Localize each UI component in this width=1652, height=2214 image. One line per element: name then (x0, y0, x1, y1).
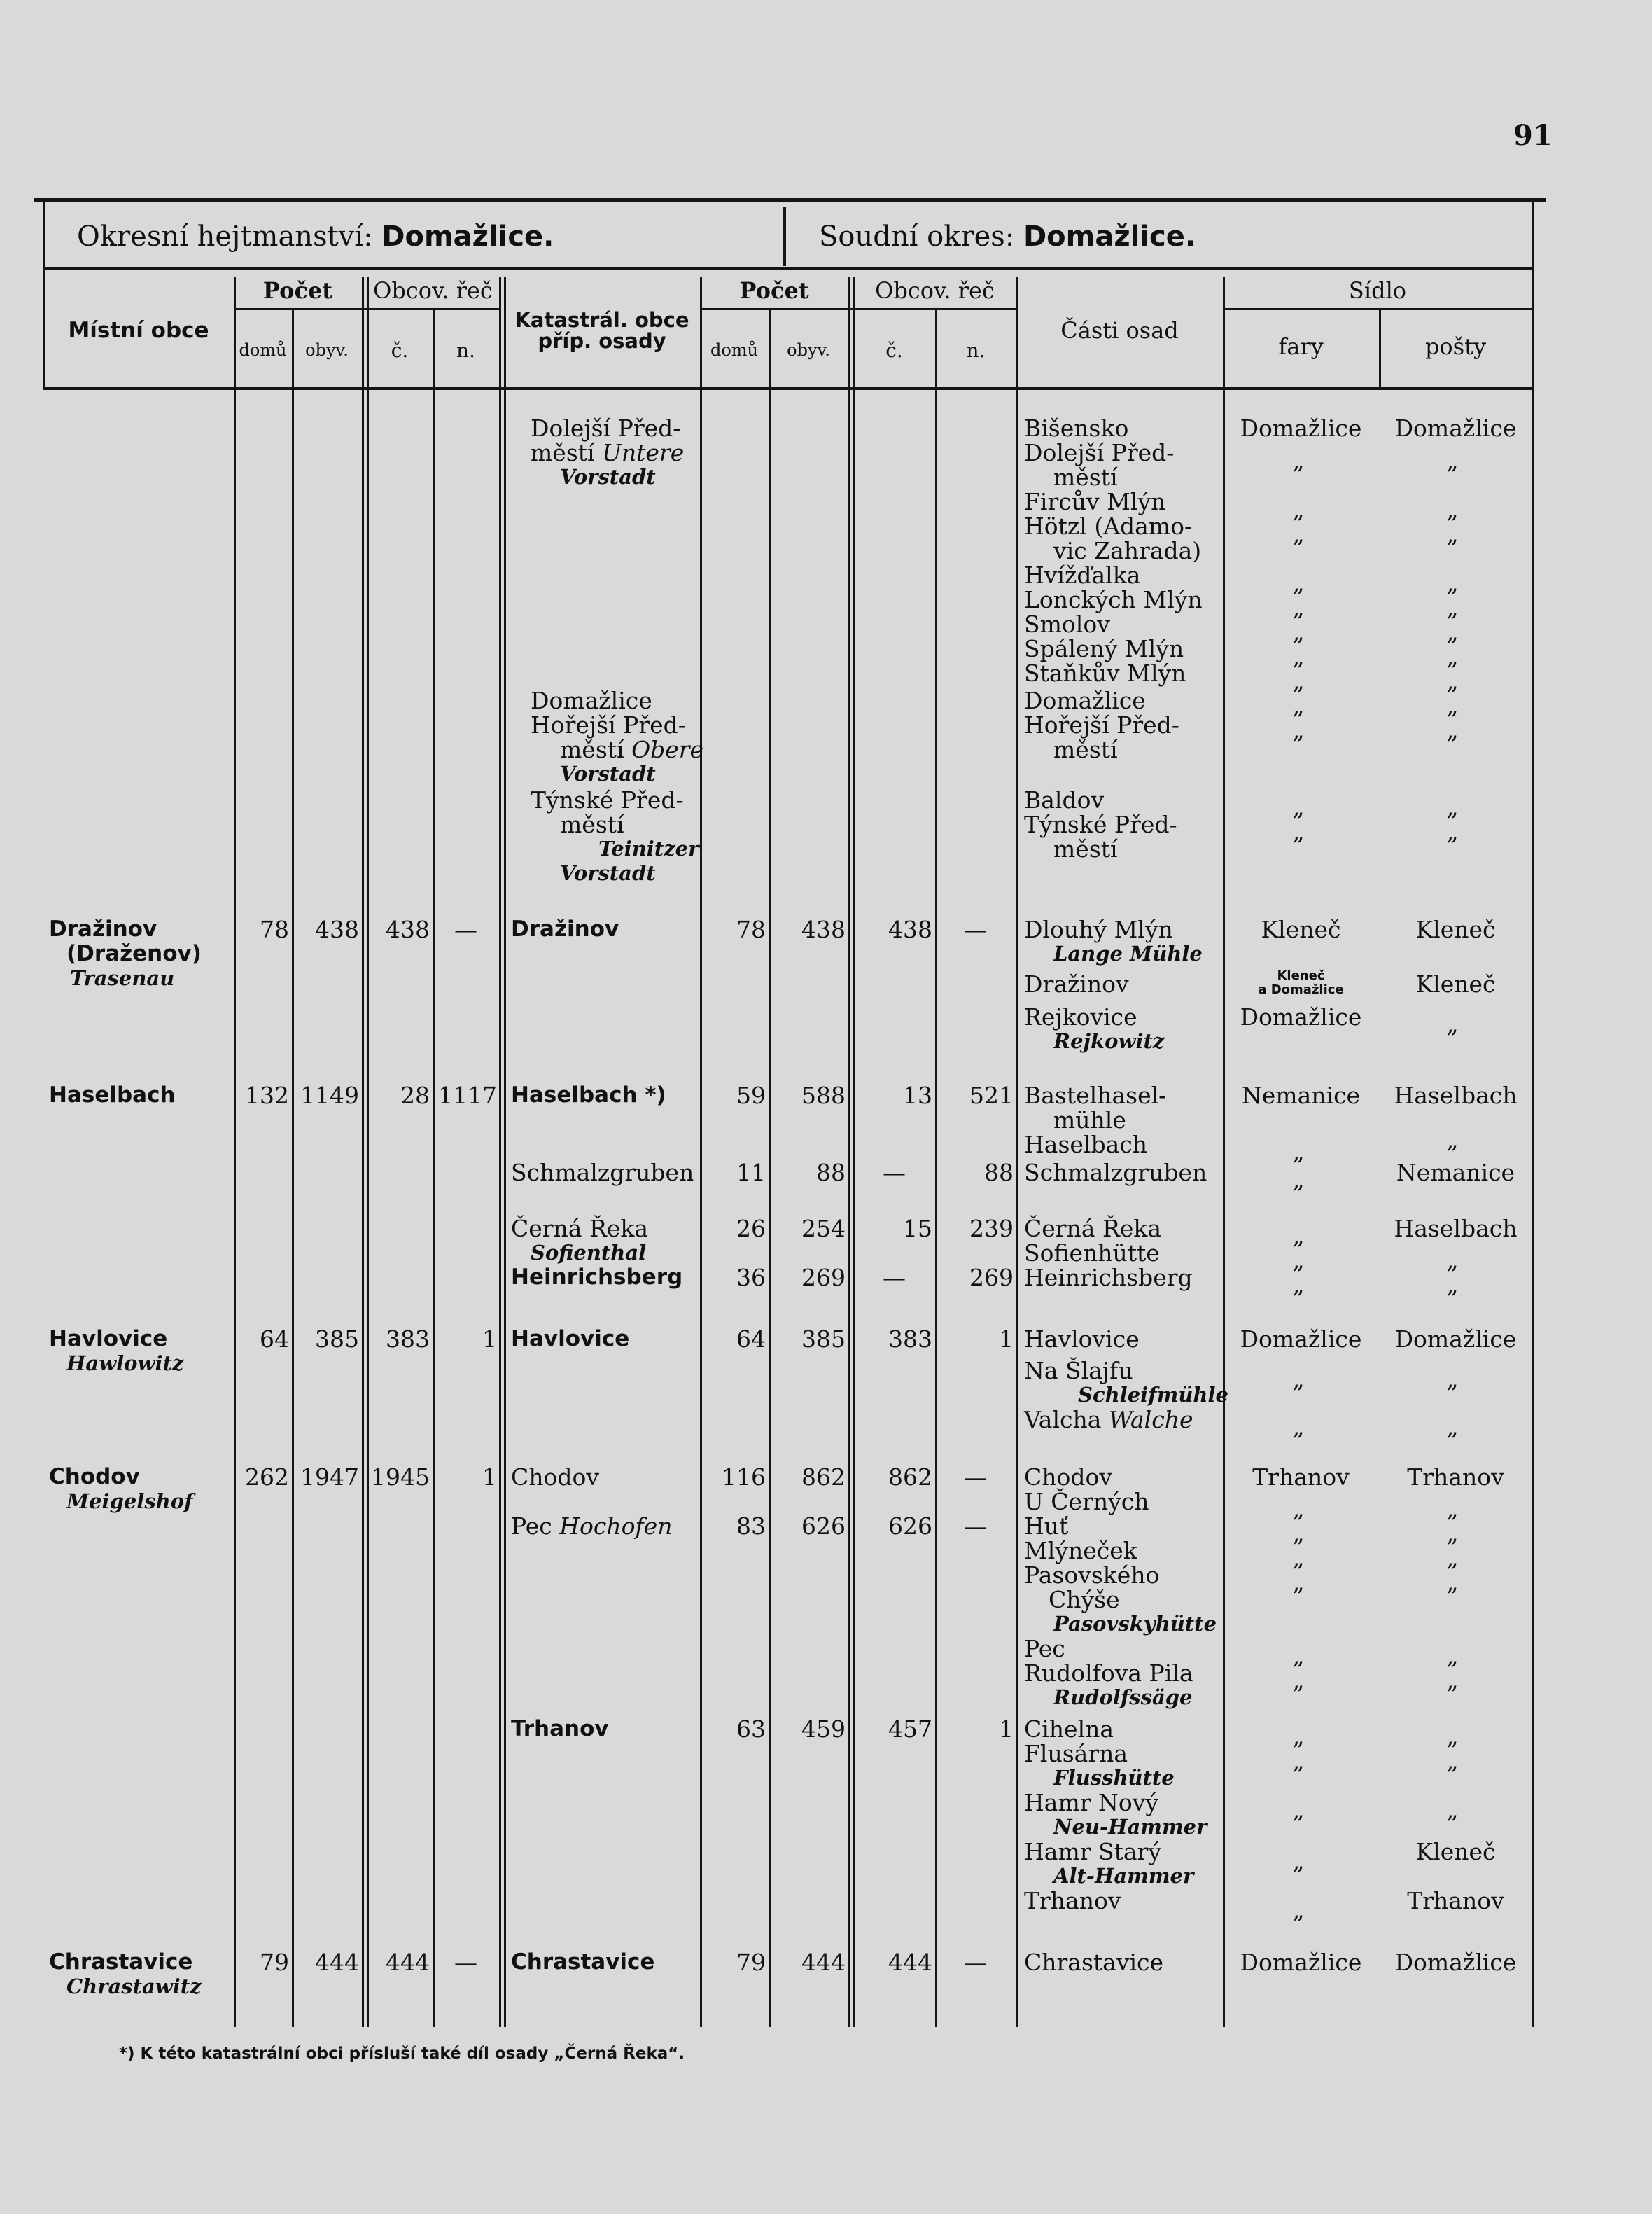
part-rudolfova-de: Rudolfssäge (1054, 1685, 1193, 1709)
col-domu2: domů (710, 340, 759, 360)
drazinov-obyv: 438 (315, 916, 359, 943)
ditto-mark: „ (1446, 793, 1459, 821)
kat-chodov-c: 862 (888, 1463, 932, 1491)
fara-trhanov: Trhanov (1252, 1463, 1350, 1491)
ditto-mark: „ (1292, 1847, 1305, 1874)
part-tynske: Týnské Před- (1024, 811, 1177, 838)
kat-tynske-de: Teinitzer (598, 837, 699, 861)
part-heinrichsberg: Heinrichsberg (1024, 1264, 1193, 1291)
kat-trhanov: Trhanov (511, 1716, 609, 1741)
ditto-mark: „ (1292, 1413, 1305, 1440)
part-dlouhy-mlyn: Dlouhý Mlýn (1024, 916, 1173, 943)
kat-tynske: Týnské Před- (531, 786, 684, 814)
kat-cerna-reka-domu: 26 (736, 1215, 766, 1242)
posta-domazlice-c: Domažlice (1394, 1949, 1517, 1976)
ditto-mark: „ (1446, 496, 1459, 523)
col-c: č. (391, 339, 409, 362)
part-lonckych: Lonckých Mlýn (1024, 586, 1203, 613)
havlovice-domu: 64 (260, 1325, 289, 1353)
col-casti-osad: Části osad (1060, 317, 1179, 344)
kat-trhanov-n: 1 (999, 1715, 1014, 1743)
kat-horejsi-de: Vorstadt (560, 762, 656, 786)
ditto-mark: „ (1292, 1722, 1305, 1750)
kat-havlovice-c: 383 (888, 1325, 932, 1353)
kat-chodov-obyv: 862 (802, 1463, 846, 1491)
part-schmalzgruben: Schmalzgruben (1024, 1159, 1208, 1186)
part-dolejsi-2: městí (1054, 464, 1118, 491)
ditto-mark: „ (1446, 1544, 1459, 1571)
kat-heinrichsberg-n: 269 (969, 1264, 1014, 1291)
footnote: *) K této katastrální obci přísluší také díl osady „Černá Řeka“. (119, 2045, 685, 2063)
col-n: n. (456, 339, 475, 362)
ditto-mark: „ (1446, 818, 1459, 845)
obec-drazinov-alt: (Draženov) (66, 941, 202, 966)
kat-trhanov-obyv: 459 (802, 1715, 846, 1743)
part-pasovskeho: Pasovského (1024, 1561, 1160, 1589)
ditto-mark: „ (1292, 667, 1305, 695)
kat-schmalzgruben: Schmalzgruben (511, 1159, 694, 1186)
ditto-mark: „ (1446, 1413, 1459, 1440)
ditto-mark: „ (1446, 1495, 1459, 1522)
kat-haselbach-obyv: 588 (802, 1082, 846, 1109)
part-horejsi-2: městí (1054, 736, 1118, 763)
col-posty: pošty (1424, 333, 1487, 360)
kat-chrastavice-domu: 79 (736, 1949, 766, 1976)
part-horejsi: Hořejší Před- (1024, 711, 1180, 739)
kat-havlovice-obyv: 385 (802, 1325, 846, 1353)
col-line (1532, 390, 1534, 2027)
part-pec: Pec (1024, 1635, 1065, 1662)
ditto-mark: „ (1446, 716, 1459, 744)
ditto-mark: „ (1292, 520, 1305, 548)
kat-trhanov-domu: 63 (736, 1715, 766, 1743)
ditto-mark: „ (1292, 496, 1305, 523)
ditto-mark: „ (1292, 447, 1305, 474)
haselbach-domu: 132 (245, 1082, 289, 1109)
part-cihelna: Cihelna (1024, 1715, 1114, 1743)
ditto-mark: „ (1292, 1642, 1305, 1669)
kat-havlovice: Havlovice (511, 1326, 630, 1351)
kat-dolejsi-2: městí Untere (531, 439, 685, 466)
ditto-mark: „ (1446, 692, 1459, 719)
part-hvizdalka: Hvížďalka (1024, 562, 1141, 589)
haselbach-obyv: 1149 (300, 1082, 359, 1109)
kat-pec-obyv: 626 (802, 1512, 846, 1540)
kat-schmalzgruben-c: — (883, 1159, 906, 1186)
drazinov-c: 438 (386, 916, 430, 943)
ditto-mark: „ (1446, 1365, 1459, 1393)
ditto-mark: „ (1446, 594, 1459, 621)
part-bisensko: Bišensko (1024, 415, 1129, 442)
chodov-domu: 262 (245, 1463, 289, 1491)
part-hamr-novy: Hamr Nový (1024, 1789, 1159, 1816)
posta-klenec-2: Kleneč (1415, 970, 1496, 998)
header-bottom-rule (43, 267, 1534, 270)
ditto-mark: „ (1292, 793, 1305, 821)
ditto-mark: „ (1292, 1568, 1305, 1596)
ditto-mark: „ (1292, 1519, 1305, 1547)
part-chyse: Chýše (1049, 1586, 1120, 1613)
posta-trhanov-2: Trhanov (1407, 1887, 1504, 1914)
kat-tynske-2: městí (560, 811, 624, 838)
header-right: Soudní okres: Domažlice. (819, 221, 1196, 253)
part-na-slajfu: Na Šlajfu (1024, 1357, 1133, 1384)
col-line (700, 277, 702, 2027)
col-line (848, 277, 850, 2027)
part-cerna-reka: Černá Řeka (1024, 1215, 1162, 1242)
part-domazlice: Domažlice (1024, 687, 1146, 714)
col-katastral: Katastrál. obce (514, 308, 690, 332)
ditto-mark: „ (1446, 1666, 1459, 1694)
chrastavice-obyv: 444 (315, 1949, 359, 1976)
part-hamr-stary-de: Alt-Hammer (1054, 1864, 1194, 1888)
part-bastelhasel-2: mühle (1054, 1106, 1126, 1134)
part-stankuv: Staňkův Mlýn (1024, 660, 1186, 687)
kat-cerna-reka-de: Sofienthal (531, 1241, 647, 1265)
part-flusarna-de: Flusshütte (1054, 1766, 1175, 1790)
colhead-bottom-rule (43, 387, 1534, 390)
obec-chodov-de: Meigelshof (66, 1489, 193, 1513)
kat-dolejsi-de: Vorstadt (560, 465, 656, 489)
ditto-mark: „ (1292, 716, 1305, 744)
ditto-mark: „ (1292, 692, 1305, 719)
part-dolejsi: Dolejší Před- (1024, 439, 1175, 466)
col-fary: fary (1278, 333, 1324, 360)
ditto-mark: „ (1292, 1896, 1305, 1923)
col-line (1016, 277, 1018, 2027)
header-left: Okresní hejtmanství: Domažlice. (77, 221, 554, 253)
part-smolov: Smolov (1024, 611, 1110, 638)
kat-heinrichsberg-domu: 36 (736, 1264, 766, 1291)
col-line (504, 277, 506, 2027)
part-hut: Huť (1024, 1512, 1069, 1540)
haselbach-c: 28 (400, 1082, 430, 1109)
part-chrastavice: Chrastavice (1024, 1949, 1164, 1976)
kat-haselbach-domu: 59 (736, 1082, 766, 1109)
col-line (433, 308, 435, 2027)
obec-drazinov: Dražinov (49, 917, 158, 942)
kat-havlovice-domu: 64 (736, 1325, 766, 1353)
ditto-mark: „ (1292, 1222, 1305, 1249)
kat-tynske-de2: Vorstadt (560, 861, 656, 885)
header-divider (783, 207, 786, 266)
kat-pec-domu: 83 (736, 1512, 766, 1540)
kat-horejsi: Hořejší Před- (531, 711, 686, 739)
col-line (292, 308, 294, 2027)
ditto-mark: „ (1446, 1010, 1459, 1038)
kat-horejsi-2: městí Obere (560, 736, 704, 763)
ditto-mark: „ (1446, 618, 1459, 646)
drazinov-domu: 78 (260, 916, 289, 943)
kat-cerna-reka-obyv: 254 (802, 1215, 846, 1242)
part-chodov: Chodov (1024, 1463, 1113, 1491)
kat-trhanov-c: 457 (888, 1715, 932, 1743)
part-baldov: Baldov (1024, 786, 1105, 814)
col-domu: domů (239, 340, 287, 360)
ditto-mark: „ (1292, 1246, 1305, 1274)
fara-domazlice-c: Domažlice (1240, 1949, 1362, 1976)
col-mistni-obce: Místní obce (68, 318, 209, 343)
subhead-rule (1223, 308, 1532, 310)
part-hamr-stary: Hamr Starý (1024, 1838, 1161, 1865)
chodov-n: 1 (482, 1463, 497, 1491)
ditto-mark: „ (1446, 1519, 1459, 1547)
chodov-obyv: 1947 (300, 1463, 359, 1491)
part-haselbach: Haselbach (1024, 1131, 1148, 1158)
kat-heinrichsberg-obyv: 269 (802, 1264, 846, 1291)
ditto-mark: „ (1292, 1495, 1305, 1522)
col-line (367, 277, 369, 2027)
posta-domazlice-h: Domažlice (1394, 1325, 1517, 1353)
fara-domazlice: Domažlice (1240, 415, 1362, 442)
posta-haselbach-2: Haselbach (1394, 1215, 1518, 1242)
obec-havlovice: Havlovice (49, 1326, 168, 1351)
ditto-mark: „ (1446, 1722, 1459, 1750)
chrastavice-domu: 79 (260, 1949, 289, 1976)
kat-pec-n: — (964, 1512, 988, 1540)
fara-klenec-domazlice: a Domažlice (1258, 982, 1344, 997)
ditto-mark: „ (1446, 520, 1459, 548)
posta-haselbach: Haselbach (1394, 1082, 1518, 1109)
col-obcov2: Obcov. řeč (875, 277, 995, 304)
fara-klenec-small: Kleneč (1277, 968, 1325, 983)
fara-nemanice: Nemanice (1241, 1082, 1361, 1109)
kat-chodov-domu: 116 (722, 1463, 766, 1491)
kat-dolejsi: Dolejší Před- (531, 415, 681, 442)
obec-chrastavice-de: Chrastawitz (66, 1975, 202, 1998)
fara-domazlice-r: Domažlice (1240, 1003, 1362, 1031)
kat-pec-c: 626 (888, 1512, 932, 1540)
posta-nemanice: Nemanice (1396, 1159, 1516, 1186)
drazinov-n: — (454, 916, 477, 943)
kat-pec: Pec Hochofen (511, 1512, 673, 1540)
kat-heinrichsberg: Heinrichsberg (511, 1265, 683, 1290)
part-sofienhutte: Sofienhütte (1024, 1239, 1160, 1267)
ditto-mark: „ (1292, 569, 1305, 597)
ditto-mark: „ (1292, 1544, 1305, 1571)
kat-havlovice-n: 1 (999, 1325, 1014, 1353)
part-rudolfova: Rudolfova Pila (1024, 1659, 1194, 1687)
ditto-mark: „ (1446, 1246, 1459, 1274)
havlovice-n: 1 (482, 1325, 497, 1353)
subhead-rule (700, 308, 1017, 310)
part-u-cernych: U Černých (1024, 1488, 1149, 1515)
ditto-mark: „ (1292, 1747, 1305, 1774)
part-drazinov: Dražinov (1024, 970, 1129, 998)
part-hamr-novy-de: Neu-Hammer (1054, 1815, 1208, 1839)
kat-haselbach-c: 13 (903, 1082, 932, 1109)
part-dlouhy-mlyn-de: Lange Mühle (1054, 942, 1203, 966)
kat-chrastavice-n: — (964, 1949, 988, 1976)
page-number: 91 (1513, 119, 1553, 152)
posta-domazlice: Domažlice (1394, 415, 1517, 442)
ditto-mark: „ (1446, 1126, 1459, 1153)
col-line (499, 277, 501, 2027)
obec-chodov: Chodov (49, 1464, 140, 1489)
col-line (1223, 277, 1225, 2027)
kat-chrastavice: Chrastavice (511, 1949, 655, 1975)
col-line (234, 277, 236, 2027)
part-mlynecek: Mlýneček (1024, 1537, 1138, 1564)
ditto-mark: „ (1446, 667, 1459, 695)
ditto-mark: „ (1446, 643, 1459, 670)
ditto-mark: „ (1292, 1666, 1305, 1694)
part-na-slajfu-de: Schleifmühle (1078, 1383, 1228, 1407)
col-obcov: Obcov. řeč (373, 277, 493, 304)
left-border (43, 202, 46, 387)
ditto-mark: „ (1292, 1166, 1305, 1193)
kat-cerna-reka-c: 15 (903, 1215, 932, 1242)
kat-chrastavice-c: 444 (888, 1949, 932, 1976)
kat-schmalzgruben-domu: 11 (736, 1159, 766, 1186)
col-sidlo: Sídlo (1348, 277, 1407, 304)
posta-klenec: Kleneč (1415, 916, 1496, 943)
obec-haselbach: Haselbach (49, 1082, 176, 1108)
ditto-mark: „ (1446, 1271, 1459, 1298)
obec-havlovice-de: Hawlowitz (66, 1351, 184, 1375)
kat-heinrichsberg-c: — (883, 1264, 906, 1291)
kat-drazinov-c: 438 (888, 916, 932, 943)
posta-klenec-3: Kleneč (1415, 1838, 1496, 1865)
right-border (1532, 202, 1534, 387)
ditto-mark: „ (1292, 643, 1305, 670)
col-katastral-2: příp. osady (538, 329, 666, 353)
chodov-c: 1945 (371, 1463, 430, 1491)
part-bastelhasel: Bastelhasel- (1024, 1082, 1167, 1109)
part-trhanov: Trhanov (1024, 1887, 1121, 1914)
ditto-mark: „ (1446, 1568, 1459, 1596)
part-flusarna: Flusárna (1024, 1740, 1128, 1767)
kat-drazinov-domu: 78 (736, 916, 766, 943)
part-tynske-2: městí (1054, 835, 1118, 863)
ditto-mark: „ (1292, 594, 1305, 621)
ditto-mark: „ (1446, 1747, 1459, 1774)
kat-drazinov-obyv: 438 (802, 916, 846, 943)
ditto-mark: „ (1446, 1642, 1459, 1669)
kat-cerna-reka-n: 239 (969, 1215, 1014, 1242)
kat-chodov: Chodov (511, 1463, 600, 1491)
part-hotzl: Hötzl (Adamo- (1024, 513, 1193, 540)
part-hotzl-2: vic Zahrada) (1054, 537, 1202, 564)
ditto-mark: „ (1292, 1271, 1305, 1298)
part-chyse-de: Pasovskyhütte (1054, 1612, 1217, 1636)
posta-trhanov: Trhanov (1407, 1463, 1504, 1491)
haselbach-n: 1117 (438, 1082, 497, 1109)
top-rule (34, 198, 1546, 202)
ditto-mark: „ (1292, 618, 1305, 646)
ditto-mark: „ (1292, 1796, 1305, 1823)
havlovice-obyv: 385 (315, 1325, 359, 1353)
ditto-mark: „ (1446, 447, 1459, 474)
kat-chodov-n: — (964, 1463, 988, 1491)
ditto-mark: „ (1292, 1365, 1305, 1393)
col-line (362, 277, 364, 2027)
fara-klenec: Kleneč (1261, 916, 1341, 943)
part-rejkovice: Rejkovice (1024, 1003, 1138, 1031)
kat-drazinov-n: — (964, 916, 988, 943)
part-rejkovice-de: Rejkowitz (1054, 1029, 1165, 1053)
havlovice-c: 383 (386, 1325, 430, 1353)
col-obyv2: obyv. (787, 340, 830, 360)
obec-drazinov-de: Trasenau (70, 966, 175, 990)
chrastavice-c: 444 (386, 1949, 430, 1976)
ditto-mark: „ (1446, 569, 1459, 597)
fara-domazlice-h: Domažlice (1240, 1325, 1362, 1353)
kat-schmalzgruben-obyv: 88 (816, 1159, 846, 1186)
col-obyv: obyv. (305, 340, 349, 360)
col-n2: n. (966, 339, 986, 362)
part-spaleny: Spálený Mlýn (1024, 635, 1184, 662)
col-pocet: Počet (262, 277, 333, 304)
kat-drazinov: Dražinov (511, 917, 620, 942)
chrastavice-n: — (454, 1949, 477, 1976)
col-c2: č. (886, 339, 903, 362)
col-pocet2: Počet (739, 277, 809, 304)
kat-haselbach: Haselbach *) (511, 1082, 666, 1108)
col-line (853, 277, 855, 2027)
part-valcha: Valcha Walche (1024, 1406, 1194, 1433)
kat-chrastavice-obyv: 444 (802, 1949, 846, 1976)
part-havlovice: Havlovice (1024, 1325, 1140, 1353)
kat-cerna-reka: Černá Řeka (511, 1215, 649, 1242)
ditto-mark: „ (1292, 818, 1305, 845)
ditto-mark: „ (1292, 1138, 1305, 1165)
kat-domazlice: Domažlice (531, 687, 652, 714)
kat-haselbach-n: 521 (969, 1082, 1014, 1109)
ditto-mark: „ (1446, 1796, 1459, 1823)
obec-chrastavice: Chrastavice (49, 1949, 193, 1975)
part-fircuv: Fircův Mlýn (1024, 488, 1166, 515)
kat-schmalzgruben-n: 88 (984, 1159, 1014, 1186)
subhead-rule (234, 308, 500, 310)
